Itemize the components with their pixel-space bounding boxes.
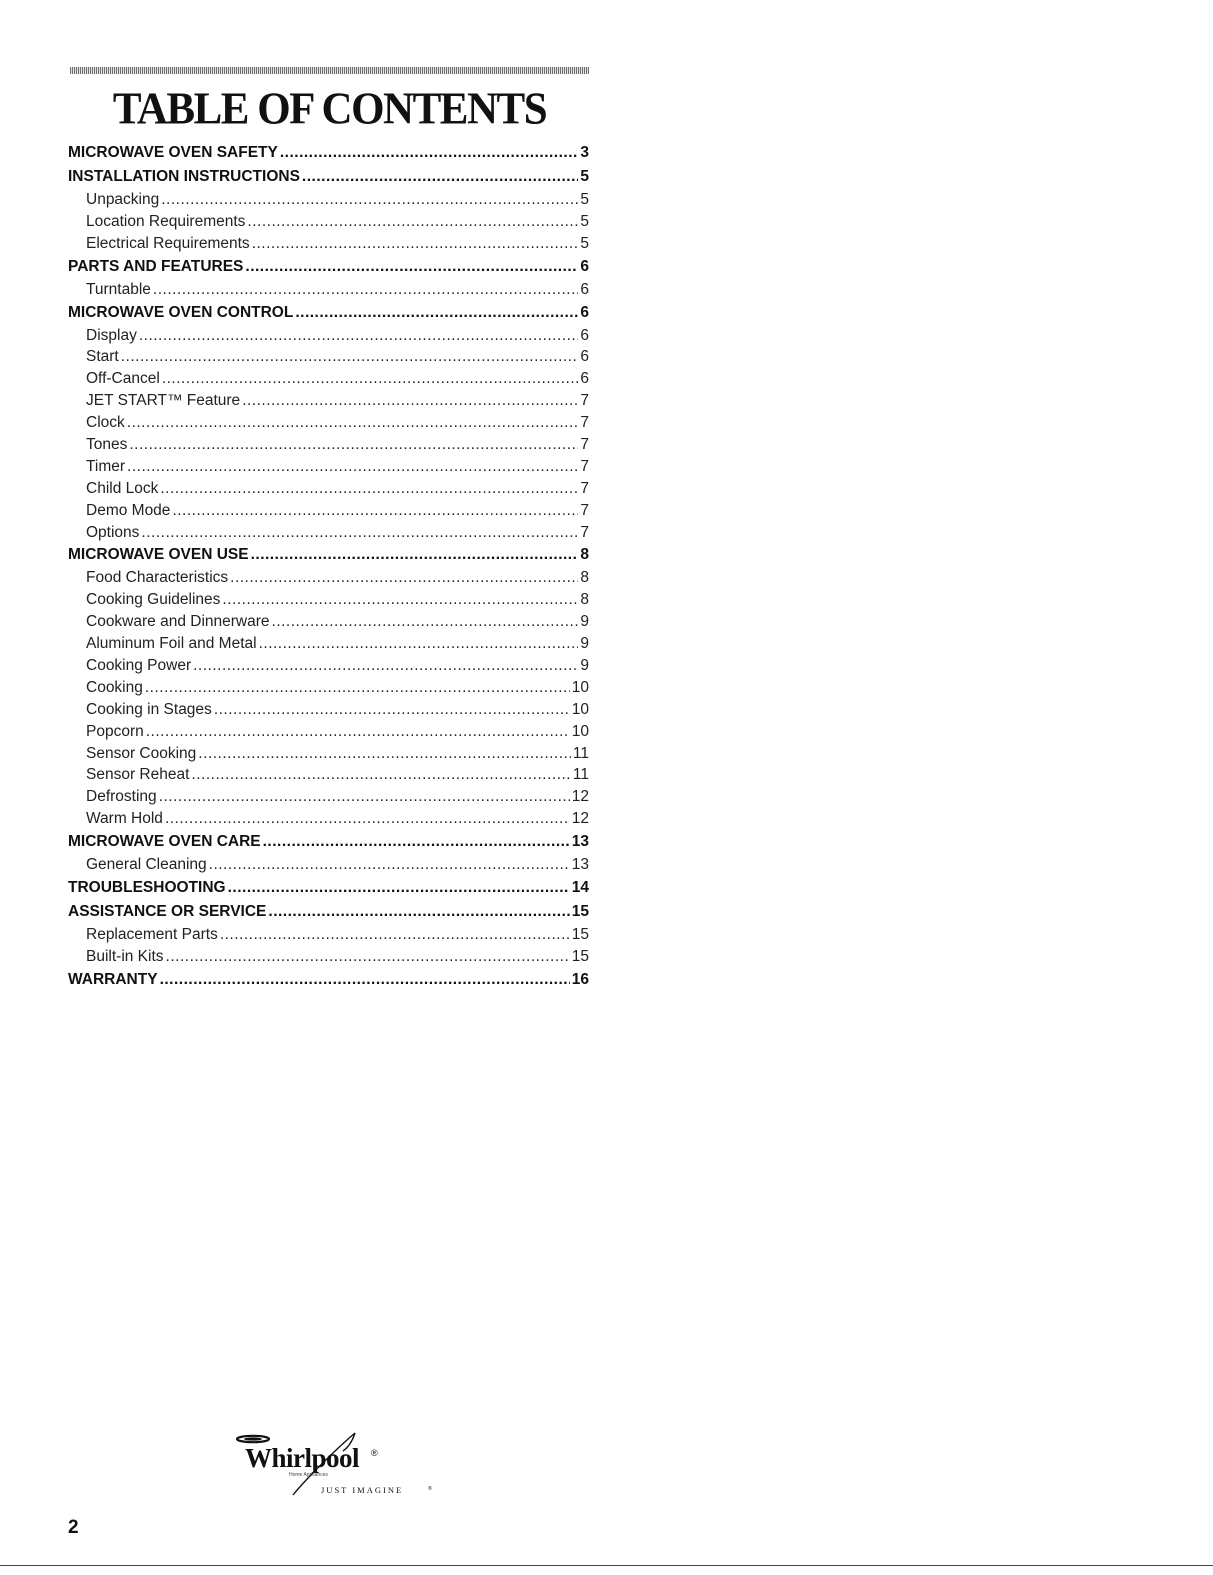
toc-subsection-entry (68, 633, 589, 655)
toc-entry-label: General Cleaning (86, 856, 207, 874)
toc-leader-dots (145, 677, 570, 699)
logo-small-text: Home Appliances (289, 1472, 328, 1478)
toc-entry-page: 7 (580, 457, 589, 475)
toc-entry-label: Electrical Requirements (86, 234, 250, 252)
toc-subsection-entry (68, 611, 589, 633)
toc-entry-page: 5 (580, 212, 589, 230)
toc-entry-page: 8 (580, 569, 589, 587)
toc-entry-label: Tones (86, 436, 128, 454)
toc-entry-label: Cooking in Stages (86, 700, 212, 718)
toc-leader-dots (245, 255, 578, 279)
toc-entry-page: 6 (580, 348, 589, 366)
toc-leader-dots (129, 434, 578, 456)
toc-entry-page: 6 (580, 303, 589, 321)
toc-entry-page: 6 (580, 370, 589, 388)
toc-subsection-entry (68, 567, 589, 589)
toc-leader-dots (153, 279, 578, 301)
toc-subsection-entry (68, 786, 589, 808)
toc-entry-label: MICROWAVE OVEN SAFETY (68, 144, 278, 161)
bottom-rule (0, 1565, 1213, 1566)
toc-entry-label: JET START™ Feature (86, 392, 241, 410)
toc-entry-label: TROUBLESHOOTING (68, 879, 226, 897)
toc-subsection-entry (68, 699, 589, 721)
toc-entry-page: 5 (580, 168, 589, 185)
toc-leader-dots (252, 233, 579, 255)
toc-section-entry (68, 301, 589, 325)
toc-entry-label: PARTS AND FEATURES (68, 257, 244, 275)
toc-entry-page: 11 (572, 744, 589, 762)
toc-entry-label: MICROWAVE OVEN USE (68, 546, 249, 564)
toc-entry-page: 9 (580, 635, 589, 653)
toc-leader-dots (121, 346, 579, 368)
toc-subsection-entry (68, 233, 589, 255)
toc-entry-label: Cooking Guidelines (86, 591, 221, 609)
toc-leader-dots (251, 543, 579, 567)
toc-entry-page: 15 (571, 947, 589, 965)
toc-leader-dots (272, 611, 579, 633)
toc-leader-dots (146, 721, 570, 743)
toc-entry-label: Warm Hold (86, 810, 163, 828)
toc-entry-label: Food Characteristics (86, 569, 229, 587)
toc-entry-page: 12 (571, 810, 589, 828)
toc-entry-label: Timer (86, 457, 126, 475)
toc-entry-page: 5 (580, 191, 589, 208)
toc-entry-label: Sensor Reheat (86, 766, 190, 784)
toc-entry-label: WARRANTY (68, 970, 158, 988)
toc-entry-page: 7 (580, 479, 589, 497)
toc-leader-dots (214, 699, 570, 721)
toc-entry-page: 8 (580, 546, 589, 564)
toc-subsection-entry (68, 764, 589, 786)
toc-section-entry (68, 876, 589, 900)
toc-subsection-entry (68, 743, 589, 765)
toc-leader-dots (161, 189, 578, 211)
toc-entry-label: Display (86, 326, 137, 344)
toc-leader-dots (162, 368, 579, 390)
toc-entry-label: Cooking Power (86, 657, 192, 675)
toc-leader-dots (259, 633, 579, 655)
toc-section-entry (68, 165, 589, 189)
toc-entry-label: Clock (86, 414, 125, 432)
toc-leader-dots (166, 946, 570, 968)
toc-leader-dots (222, 589, 578, 611)
toc-entry-label: Cookware and Dinnerware (86, 613, 270, 631)
toc-subsection-entry (68, 390, 589, 412)
toc-entry-page: 13 (571, 833, 589, 851)
toc-entry-label: Child Lock (86, 479, 159, 497)
toc-subsection-entry (68, 522, 589, 544)
toc-entry-page: 8 (580, 591, 589, 609)
toc-entry-page: 10 (571, 722, 589, 740)
toc-leader-dots (263, 830, 570, 854)
toc-entry-page: 10 (571, 700, 589, 718)
toc-subsection-entry (68, 808, 589, 830)
logo-registered: ® (371, 1448, 378, 1458)
toc-leader-dots (159, 786, 570, 808)
toc-leader-dots (228, 876, 570, 900)
toc-entry-label: Replacement Parts (86, 926, 218, 944)
toc-entry-label: Popcorn (86, 722, 144, 740)
toc-subsection-entry (68, 478, 589, 500)
toc-entry-page: 11 (572, 766, 589, 784)
toc-entry-page: 15 (571, 926, 589, 944)
toc-entry-label: Unpacking (86, 191, 160, 208)
toc-leader-dots (127, 456, 578, 478)
toc-leader-dots (247, 211, 578, 233)
toc-subsection-entry (68, 346, 589, 368)
toc-subsection-entry (68, 434, 589, 456)
toc-entry-page: 14 (571, 879, 589, 897)
toc-leader-dots (172, 500, 578, 522)
toc-subsection-entry (68, 854, 589, 876)
page-title: TABLE OF CONTENTS (112, 84, 547, 135)
toc-leader-dots (139, 325, 579, 347)
toc-leader-dots (302, 165, 578, 189)
toc-entry-label: Location Requirements (86, 212, 246, 230)
toc-leader-dots (242, 390, 578, 412)
toc-subsection-entry (68, 456, 589, 478)
toc-entry-label: Options (86, 523, 140, 541)
toc-leader-dots (160, 968, 570, 992)
whirlpool-logo (225, 1425, 445, 1500)
toc-subsection-entry (68, 946, 589, 968)
toc-leader-dots (268, 900, 569, 924)
toc-entry-label: MICROWAVE OVEN CONTROL (68, 303, 294, 321)
toc-subsection-entry (68, 279, 589, 301)
toc-entry-label: Demo Mode (86, 501, 171, 519)
toc-leader-dots (165, 808, 570, 830)
toc-leader-dots (141, 522, 578, 544)
toc-leader-dots (191, 764, 571, 786)
toc-entry-page: 7 (580, 436, 589, 454)
toc-entry-label: ASSISTANCE OR SERVICE (68, 903, 267, 921)
toc-leader-dots (193, 655, 578, 677)
toc-entry-label: MICROWAVE OVEN CARE (68, 833, 261, 851)
toc-entry-label: Off-Cancel (86, 370, 160, 388)
toc-subsection-entry (68, 677, 589, 699)
toc-entry-page: 6 (580, 280, 589, 298)
toc-subsection-entry (68, 655, 589, 677)
toc-entry-page: 12 (571, 788, 589, 806)
logo-tagline: JUST IMAGINE (321, 1485, 404, 1495)
toc-leader-dots (295, 301, 578, 325)
toc-entry-label: Aluminum Foil and Metal (86, 635, 257, 653)
toc-entry-page: 7 (580, 414, 589, 432)
toc-subsection-entry (68, 500, 589, 522)
toc-entry-label: Built-in Kits (86, 947, 164, 965)
toc-subsection-entry (68, 189, 589, 211)
toc-subsection-entry (68, 589, 589, 611)
toc-subsection-entry (68, 412, 589, 434)
toc-entry-page: 3 (580, 144, 589, 161)
toc-entry-page: 13 (571, 856, 589, 874)
toc-section-entry (68, 900, 589, 924)
toc-entry-page: 10 (571, 678, 589, 696)
toc-entry-page: 7 (580, 501, 589, 519)
toc-subsection-entry (68, 211, 589, 233)
toc-leader-dots (198, 743, 571, 765)
toc-entry-page: 7 (580, 392, 589, 410)
logo-wordmark: Whirlpool (245, 1443, 360, 1473)
toc-entry-page: 6 (580, 257, 589, 275)
toc-entry-page: 7 (580, 523, 589, 541)
toc-section-entry (68, 255, 589, 279)
toc-leader-dots (280, 141, 579, 165)
toc-section-entry (68, 543, 589, 567)
toc-leader-dots (160, 478, 578, 500)
toc-section-entry (68, 968, 589, 992)
toc-entry-label: Cooking (86, 678, 143, 696)
toc-entry-page: 15 (571, 903, 589, 921)
page-number: 2 (68, 1517, 79, 1538)
toc-entry-page: 16 (571, 970, 589, 988)
toc-entry-page: 9 (580, 657, 589, 675)
toc-section-entry (68, 830, 589, 854)
toc-subsection-entry (68, 325, 589, 347)
toc-subsection-entry (68, 924, 589, 946)
toc-entry-label: Sensor Cooking (86, 744, 197, 762)
toc-entry-label: Defrosting (86, 788, 157, 806)
toc-entry-label: Turntable (86, 280, 151, 298)
toc-leader-dots (230, 567, 578, 589)
toc-entry-page: 6 (580, 326, 589, 344)
toc-entry-page: 9 (580, 613, 589, 631)
toc-section-entry (68, 141, 589, 165)
toc-subsection-entry (68, 368, 589, 390)
toc-leader-dots (209, 854, 570, 876)
toc-leader-dots (220, 924, 570, 946)
table-of-contents (68, 141, 589, 992)
logo-tagline-mark: ® (428, 1486, 432, 1492)
toc-leader-dots (127, 412, 579, 434)
toc-entry-page: 5 (580, 234, 589, 252)
toc-entry-label: INSTALLATION INSTRUCTIONS (68, 168, 300, 185)
toc-entry-label: Start (86, 348, 119, 366)
header-rule (70, 67, 589, 74)
toc-subsection-entry (68, 721, 589, 743)
